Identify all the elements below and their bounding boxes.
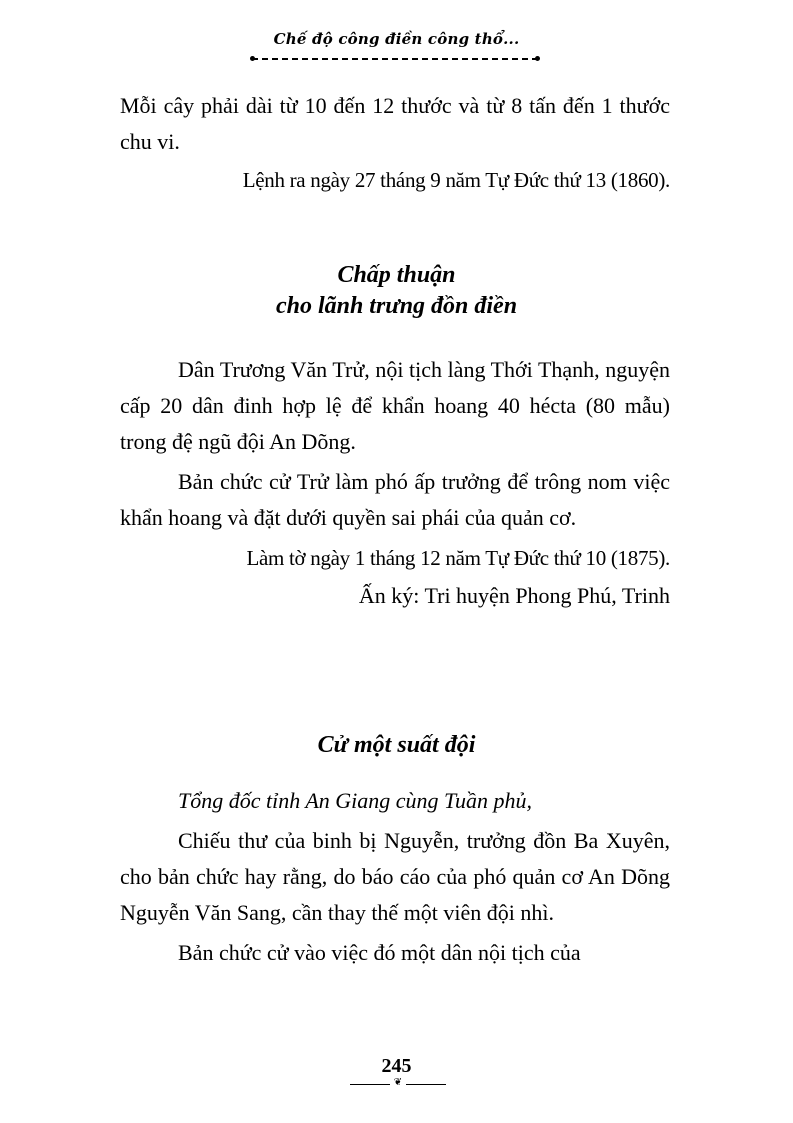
address-line: Tổng đốc tỉnh An Giang cùng Tuần phủ, <box>178 788 533 813</box>
section-heading <box>0 730 793 761</box>
section-heading <box>0 260 793 322</box>
section-3 <box>120 783 670 971</box>
page-number: 245 <box>381 1055 412 1077</box>
paragraph: Bản chức cử Trử làm phó ấp trưởng để trông nom việc khẩn hoang và đặt dưới quyền sai phái của quản cơ. <box>120 469 670 530</box>
heading-line: cho lãnh trưng đồn điền <box>275 293 518 319</box>
paragraph: Chiếu thư của binh bị Nguyễn, trưởng đồn Ba Xuyên, cho bản chức hay rằng, do báo cáo của phó quản cơ An Dõng Nguyễn Văn Sang, cần thay thế một viên đội nhì. <box>120 828 670 925</box>
paragraph: Bản chức cử vào việc đó một dân nội tịch của <box>178 940 581 965</box>
section-1 <box>120 88 670 198</box>
decree-date: Làm tờ ngày 1 tháng 12 năm Tự Đức thứ 10 (1875). <box>246 546 670 570</box>
header-rule <box>252 58 538 60</box>
section-2 <box>120 352 670 614</box>
paragraph: Dân Trương Văn Trử, nội tịch làng Thới Thạnh, nguyện cấp 20 dân đinh hợp lệ để khẩn hoang 40 hécta (80 mẫu) trong đệ ngũ đội An Dõng. <box>120 357 670 454</box>
heading-line: Cử một suất đội <box>317 732 476 758</box>
running-head: Chế độ công điền công thổ... <box>273 30 520 48</box>
seal-signature: Ấn ký: Tri huyện Phong Phú, Trinh <box>358 583 670 608</box>
decree-date: Lệnh ra ngày 27 tháng 9 năm Tự Đức thứ 13 (1860). <box>242 168 670 192</box>
ornament-icon: ❦ <box>390 1079 406 1087</box>
paragraph: Mỗi cây phải dài từ 10 đến 12 thước và từ 8 tấn đến 1 thước chu vi. <box>120 93 670 154</box>
heading-line: Chấp thuận <box>337 262 456 288</box>
